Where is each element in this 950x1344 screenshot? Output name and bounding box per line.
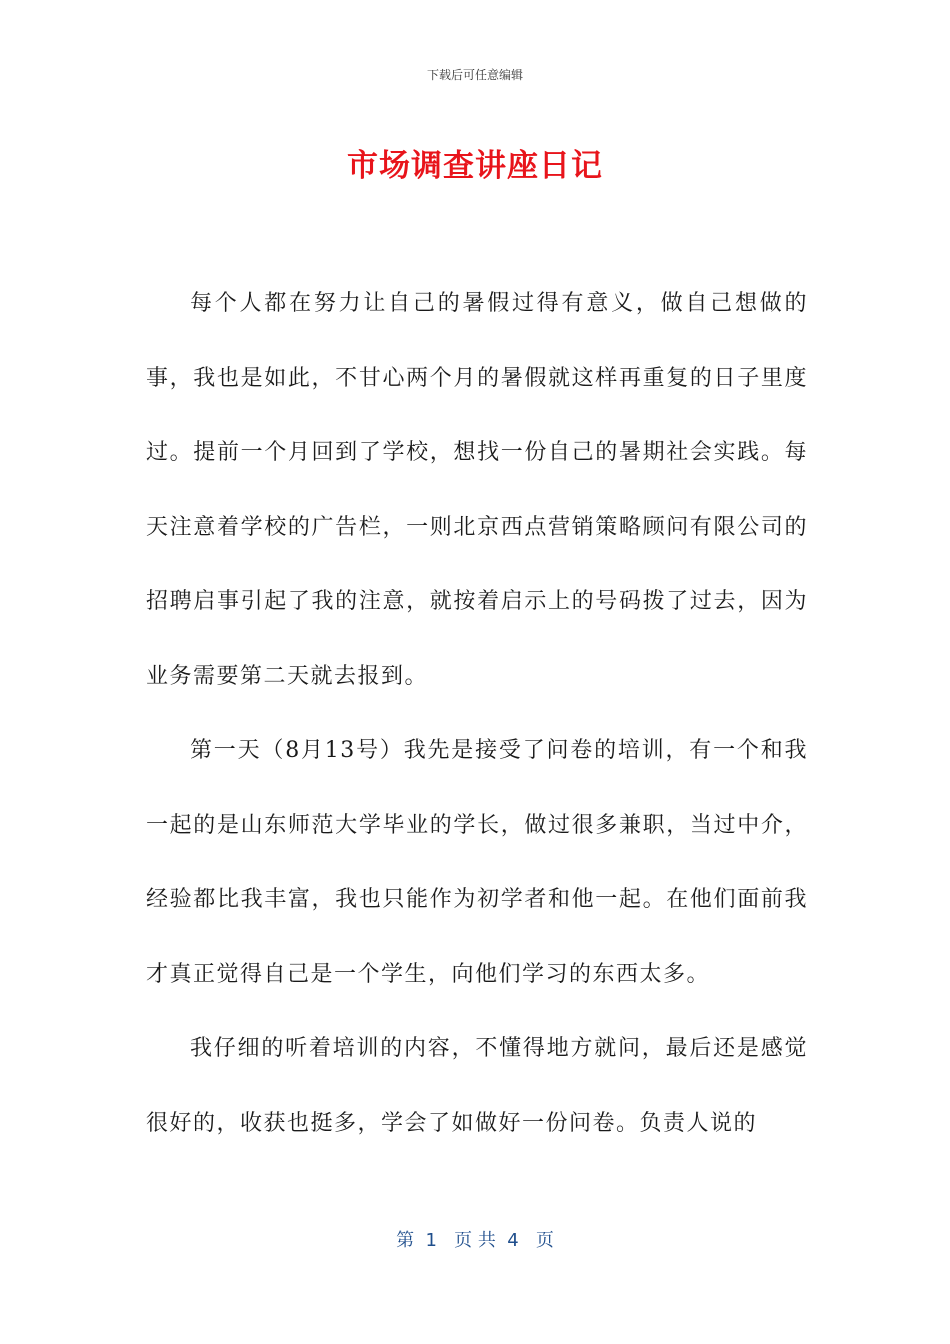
paragraph-1: 每个人都在努力让自己的暑假过得有意义，做自己想做的事，我也是如此，不甘心两个月的暑假就这样再重复的日子里度过。提前一个月回到了学校，想找一份自己的暑期社会实践。每天注意着学校的广告栏，一则北京西点营销策略顾问有限公司的招聘启事引起了我的注意，就按着启示上的号码拨了过去，因为业务需要第二天就去报到。: [146, 291, 808, 689]
document-body: [146, 267, 808, 1161]
page-number-footer: 第 1 页 共 4 页: [396, 1230, 554, 1251]
paragraph-2: 第一天（8月13号）我先是接受了问卷的培训，有一个和我一起的是山东师范大学毕业的学长，做过很多兼职，当过中介，经验都比我丰富，我也只能作为初学者和他一起。在他们面前我才真正觉得自己是一个学生，向他们学习的东西太多。: [146, 738, 808, 987]
document-title: 市场调查讲座日记: [347, 148, 603, 184]
header-note: 下载后可任意编辑: [426, 68, 523, 82]
paragraph-3: 我仔细的听着培训的内容，不懂得地方就问，最后还是感觉很好的，收获也挺多，学会了如做好一份问卷。负责人说的: [146, 1036, 808, 1136]
